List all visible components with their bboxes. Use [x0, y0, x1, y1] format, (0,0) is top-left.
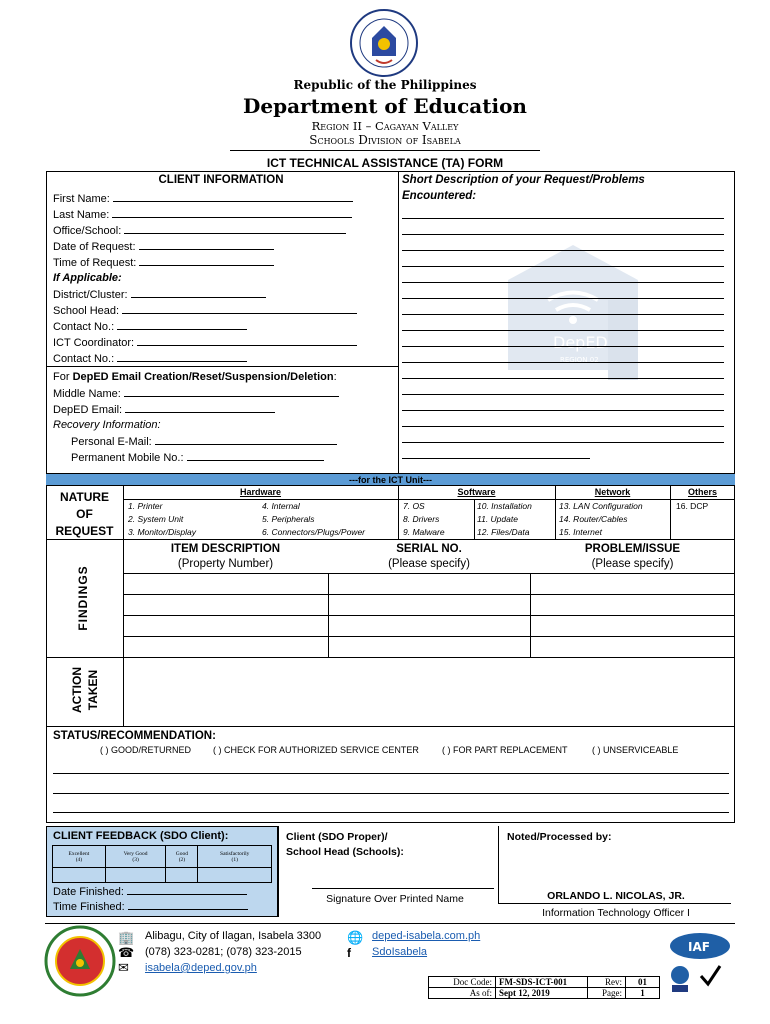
hardware-header: Hardware	[239, 487, 282, 497]
description-title-1: Short Description of your Request/Problems	[402, 174, 645, 186]
contact-field-2[interactable]	[117, 352, 247, 362]
action-label-2: TAKEN	[86, 669, 100, 711]
mobile-row	[71, 451, 324, 464]
option-installation[interactable]: 10. Installation	[477, 501, 532, 511]
ict-coordinator-field[interactable]	[137, 336, 357, 346]
option-update[interactable]: 11. Update	[477, 514, 518, 524]
client-info-divider	[398, 171, 399, 473]
option-peripherals[interactable]: 5. Peripherals	[262, 514, 315, 524]
status-good[interactable]: ( ) GOOD/RETURNED	[100, 745, 191, 755]
rating-excellent[interactable]: Excellent (4)	[53, 846, 106, 868]
email-divider	[46, 366, 398, 367]
deped-seal	[345, 8, 423, 78]
software-header: Software	[457, 487, 496, 497]
iso-cert-icon	[668, 965, 692, 993]
footer-phone: (078) 323-0281; (078) 323-2015	[145, 946, 302, 958]
noted-title: Noted/Processed by:	[507, 831, 612, 843]
option-os[interactable]: 7. OS	[403, 501, 425, 511]
others-header: Others	[687, 487, 717, 497]
school-head-label: School Head:	[53, 305, 120, 317]
status-unserviceable[interactable]: ( ) UNSERVICEABLE	[592, 745, 679, 755]
feedback-title: CLIENT FEEDBACK (SDO Client):	[53, 830, 229, 842]
contact-field-1[interactable]	[117, 320, 247, 330]
option-internet[interactable]: 15. Internet	[559, 527, 603, 537]
personal-email-row	[71, 435, 337, 448]
footer-address: Alibagu, City of Ilagan, Isabela 3300	[145, 930, 322, 942]
rating-very-good[interactable]: Very Good (3)	[105, 846, 166, 868]
officer-position: Information Technology Officer I	[542, 907, 690, 919]
iaf-badge	[668, 931, 732, 961]
option-printer[interactable]: 1. Printer	[128, 501, 163, 511]
watermark-sub: REGION 02	[560, 356, 599, 364]
item-description-header: ITEM DESCRIPTION	[170, 543, 281, 555]
nature-label-1: NATURE	[59, 490, 110, 504]
rating-satisfactory[interactable]: Satisfactorily (1)	[198, 846, 272, 868]
form-title: ICT TECHNICAL ASSISTANCE (TA) FORM	[266, 156, 504, 170]
doc-code-label: Doc Code:	[429, 977, 496, 988]
rev-value: 01	[626, 977, 660, 988]
rating-good[interactable]: Good (2)	[166, 846, 198, 868]
republic-heading: Republic of the Philippines	[293, 78, 477, 92]
signature-caption: Signature Over Printed Name	[326, 893, 464, 905]
sdo-isabela-logo	[44, 925, 116, 997]
facebook-icon: f	[347, 946, 351, 960]
middle-name-row	[53, 387, 339, 400]
contact-label-2: Contact No.:	[53, 353, 115, 365]
rev-label: Rev:	[588, 977, 626, 988]
date-request-field[interactable]	[139, 240, 274, 250]
middle-name-label: Middle Name:	[53, 388, 121, 400]
header-divider	[230, 150, 540, 151]
client-sig-title-2: School Head (Schools):	[286, 846, 404, 858]
date-finished-label: Date Finished:	[53, 886, 124, 898]
email-bold-text: DepED Email Creation/Reset/Suspension/Deletion	[72, 371, 334, 383]
ict-coordinator-label: ICT Coordinator:	[53, 337, 135, 349]
school-head-field[interactable]	[122, 304, 357, 314]
first-name-row	[53, 192, 353, 205]
email-section-heading	[53, 371, 337, 383]
option-dcp[interactable]: 16. DCP	[676, 501, 709, 511]
department-heading: Department of Education	[243, 94, 527, 118]
school-head-row	[53, 304, 357, 317]
status-part[interactable]: ( ) FOR PART REPLACEMENT	[442, 745, 568, 755]
district-label: District/Cluster:	[53, 289, 128, 301]
doc-code-table	[428, 976, 660, 999]
footer-website-link[interactable]: deped-isabela.com.ph	[372, 930, 481, 942]
globe-icon: 🌐	[347, 930, 364, 945]
last-name-row	[53, 208, 352, 221]
first-name-field[interactable]	[113, 192, 353, 202]
noted-divider	[498, 903, 731, 904]
ict-unit-bar: ---for the ICT Unit---	[46, 473, 735, 486]
status-line-1[interactable]	[53, 773, 729, 774]
district-row	[53, 288, 266, 301]
item-description-sub: (Property Number)	[177, 558, 274, 570]
building-icon: 🏢	[118, 930, 135, 945]
network-header: Network	[594, 487, 631, 497]
option-drivers[interactable]: 8. Drivers	[403, 514, 440, 524]
personal-email-label: Personal E-Mail:	[71, 436, 152, 448]
status-check[interactable]: ( ) CHECK FOR AUTHORIZED SERVICE CENTER	[213, 745, 419, 755]
status-divider	[46, 726, 735, 727]
client-info-title: CLIENT INFORMATION	[158, 174, 284, 186]
if-applicable-label: If Applicable:	[53, 272, 122, 284]
deped-email-label: DepED Email:	[53, 404, 123, 416]
date-request-row	[53, 240, 274, 253]
sig-divider-1	[278, 826, 279, 917]
date-request-label: Date of Request:	[53, 241, 136, 253]
mobile-label: Permanent Mobile No.:	[71, 452, 184, 464]
client-sig-title-1: Client (SDO Proper)/	[286, 831, 388, 843]
time-request-row	[53, 256, 274, 269]
deped-watermark	[488, 240, 658, 390]
email-for-text: For	[53, 371, 73, 383]
doc-code-value: FM-SDS-ICT-001	[496, 977, 588, 988]
option-monitor[interactable]: 3. Monitor/Display	[128, 527, 197, 537]
footer-email-link[interactable]: isabela@deped.gov.ph	[145, 962, 257, 974]
description-title-2: Encountered:	[402, 190, 477, 202]
office-row	[53, 224, 346, 237]
option-lan[interactable]: 13. LAN Configuration	[559, 501, 643, 511]
contact-row-1	[53, 320, 247, 333]
mail-icon: ✉	[118, 960, 129, 975]
page-label: Page:	[588, 988, 626, 999]
mobile-field[interactable]	[187, 451, 324, 461]
contact-row-2	[53, 352, 247, 365]
option-malware[interactable]: 9. Malware	[403, 527, 445, 537]
status-line-3[interactable]	[53, 812, 729, 813]
serial-header: SERIAL NO.	[396, 543, 462, 555]
nature-label-2: OF	[76, 507, 93, 521]
option-files[interactable]: 12. Files/Data	[477, 527, 530, 537]
status-line-2[interactable]	[53, 793, 729, 794]
status-title: STATUS/RECOMMENDATION:	[53, 730, 216, 742]
email-colon: :	[333, 371, 337, 383]
last-name-label: Last Name:	[53, 209, 110, 221]
action-taken-area[interactable]	[123, 657, 735, 726]
office-label: Office/School:	[53, 225, 122, 237]
iaf-text: IAF	[688, 940, 710, 954]
deped-email-field[interactable]	[125, 403, 275, 413]
officer-name: ORLANDO L. NICOLAS, JR.	[547, 890, 685, 902]
action-label-1: ACTION	[70, 667, 84, 713]
district-field[interactable]	[131, 288, 266, 298]
time-finished-label: Time Finished:	[53, 901, 125, 913]
office-field[interactable]	[124, 224, 346, 234]
last-name-field[interactable]	[112, 208, 352, 218]
date-finished-row	[53, 885, 247, 898]
time-finished-field[interactable]	[128, 900, 248, 910]
first-name-label: First Name:	[53, 193, 110, 205]
footer-divider	[45, 923, 735, 924]
time-request-label: Time of Request:	[53, 257, 137, 269]
recovery-label: Recovery Information:	[53, 419, 161, 431]
problem-sub: (Please specify)	[591, 558, 674, 570]
checkmark-cert-icon	[697, 962, 723, 992]
nature-label-3: REQUEST	[55, 524, 114, 538]
signature-line[interactable]	[312, 888, 494, 889]
asof-label: As of:	[429, 988, 496, 999]
watermark-text: DepED	[553, 333, 608, 352]
time-request-field[interactable]	[139, 256, 274, 266]
option-system-unit[interactable]: 2. System Unit	[128, 514, 184, 524]
middle-name-field[interactable]	[124, 387, 339, 397]
time-finished-row	[53, 900, 248, 913]
option-router[interactable]: 14. Router/Cables	[559, 514, 628, 524]
problem-header: PROBLEM/ISSUE	[584, 543, 681, 555]
findings-table	[123, 573, 735, 658]
findings-label: FINDINGS	[76, 565, 90, 631]
footer-facebook-link[interactable]: SdoIsabela	[372, 946, 428, 958]
serial-sub: (Please specify)	[388, 558, 470, 570]
phone-icon: ☎	[118, 945, 135, 960]
contact-label-1: Contact No.:	[53, 321, 115, 333]
option-internal[interactable]: 4. Internal	[262, 501, 300, 511]
page-value: 1	[626, 988, 660, 999]
deped-email-row	[53, 403, 275, 416]
asof-value: Sept 12, 2019	[496, 988, 588, 999]
region-heading: Region II – Cagayan Valley	[311, 119, 459, 133]
personal-email-field[interactable]	[155, 435, 337, 445]
option-connectors[interactable]: 6. Connectors/Plugs/Power	[262, 527, 365, 537]
date-finished-field[interactable]	[127, 885, 247, 895]
ict-coordinator-row	[53, 336, 357, 349]
division-heading: Schools Division of Isabela	[309, 133, 461, 147]
rating-table	[52, 845, 272, 883]
